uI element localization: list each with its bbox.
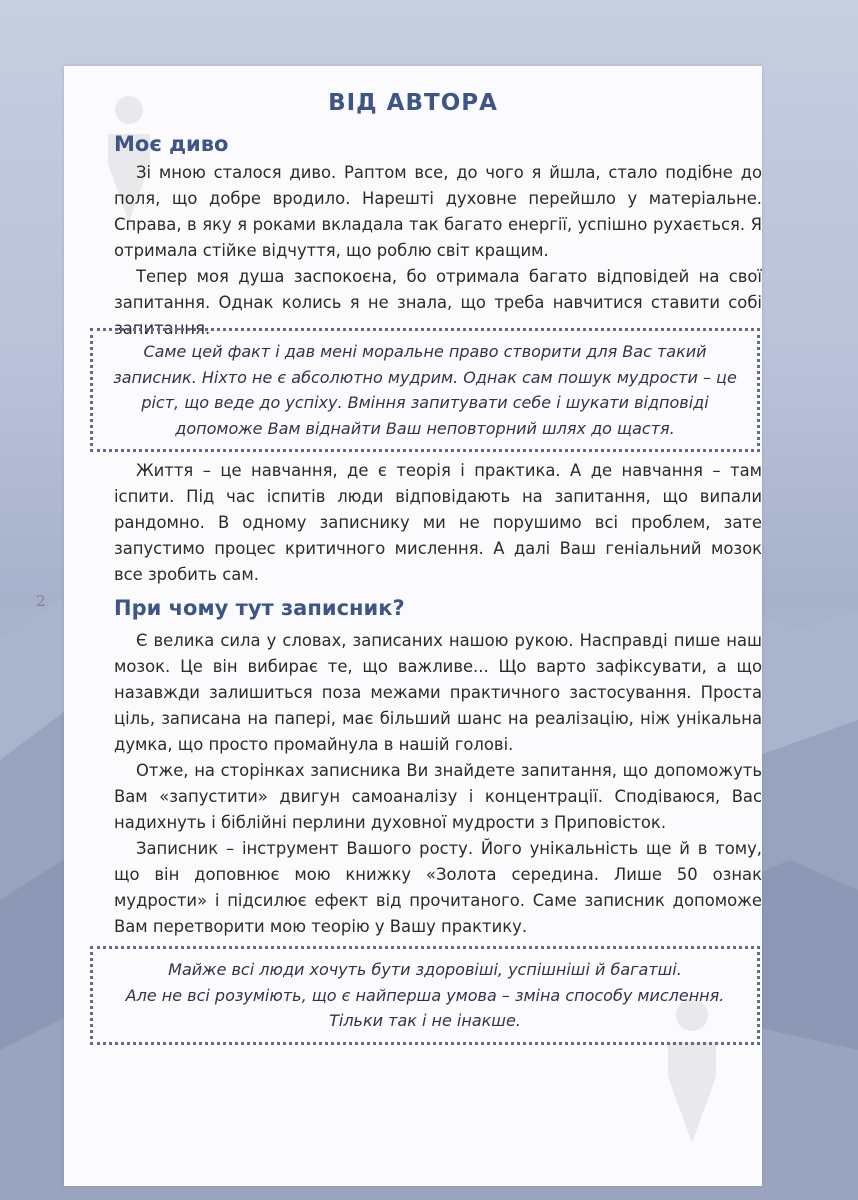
quote-line: Але не всі розуміють, що є найперша умова – зміна способу мислення. bbox=[125, 985, 725, 1005]
quote-text: Саме цей факт і дав мені моральне право створити для Вас такий записник. Ніхто не є абсолютно мудрим. Однак сам пошук мудрости – це ріст, що веде до успіху. Вміння запитувати себе і шукати відповіді допоможе Вам віднайти Ваш неповторний шлях до щастя. bbox=[113, 342, 737, 438]
page-title: ВІД АВТОРА bbox=[328, 90, 498, 116]
section-heading-notebook: При чому тут записник? bbox=[114, 596, 405, 620]
quote-line: Тільки так і не інакше. bbox=[329, 1011, 521, 1030]
paragraph: Записник – інструмент Вашого росту. Його унікальність ще й в тому, що він доповнює мою книжку «Золота середина. Лише 50 ознак мудрости» і підсилює ефект від прочитаного. Саме записник допоможе Вам перетворити мою теорію у Вашу практику. bbox=[114, 839, 762, 936]
paragraph: Тепер моя душа заспокоєна, бо отримала багато відповідей на свої запитання. Однак колись я не знала, що треба навчитися ставити собі запитання. bbox=[114, 267, 762, 338]
page-number: 2 bbox=[36, 592, 46, 610]
paragraph: Отже, на сторінках записника Ви знайдете запитання, що допоможуть Вам «запустити» двигун самоаналізу і концентрації. Сподіваюся, Вас надихнуть і біблійні перлини духовної мудрости з Приповісток. bbox=[114, 761, 762, 832]
paragraph: Життя – це навчання, де є теорія і практика. А де навчання – там іспити. Під час іспитів люди відповідають на запитання, що випали рандомно. В одному записнику ми не порушимо всі проблем, зате запустимо процес критичного мислення. А далі Ваш геніальний мозок все зробить сам. bbox=[114, 461, 762, 584]
section-heading-miracle: Моє диво bbox=[114, 132, 229, 156]
quote-line: Майже всі люди хочуть бути здоровішi, успішніші й багатші. bbox=[168, 960, 682, 979]
quote-box bbox=[90, 946, 760, 1045]
quote-box bbox=[90, 328, 760, 452]
page-sheet bbox=[64, 66, 762, 1186]
paragraph: Є велика сила у словах, записаних нашою рукою. Насправді пише наш мозок. Це він вибирає те, що важливе... Що варто зафіксувати, а що назавжди залишиться поза межами практичного застосування. Проста ціль, записана на папері, має більший шанс на реалізацію, ніж унікальна думка, що просто промайнула в нашій голові. bbox=[114, 631, 762, 754]
paragraph: Зі мною сталося диво. Раптом все, до чого я йшла, стало подібне до поля, що добре вродило. Нарешті духовне перейшло у матеріальне. Справа, в яку я роками вкладала так багато енергії, успішно рухається. Я отримала стійке відчуття, що роблю світ кращим. bbox=[114, 163, 762, 260]
